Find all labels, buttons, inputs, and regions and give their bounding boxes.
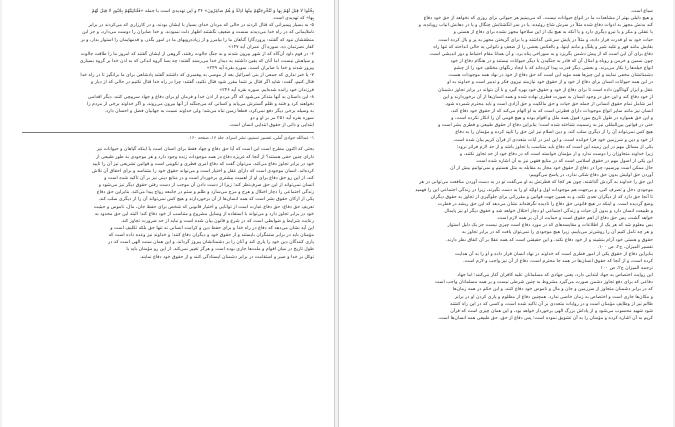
left-para-4	[22, 72, 314, 93]
text-line: تفسیر المیزان، ج۲، ص ۱۰۰.	[597, 244, 653, 250]
left-page	[2, 0, 335, 427]
text-line: که در برابر دشمنان متجاوز از سرزمین و جان و مال و ناموس خود دفاع کنند، و این حکم در همه زمان‌ها	[452, 287, 653, 293]
text-line: یا عقلی و مکر و یا نیرو دیگری دارد و یا آنکه به هیچ یک از این سلاحها مجهز نشده برای دفاع از هستی و	[453, 30, 653, 36]
text-line: موجودی دخل و تصرف کنی، و بی‌جهت هم موجودات اول و اولیّه او را به دست نگیرند، زیرا در زندگی اجتماعی این را فهمید	[415, 187, 653, 193]
text-line: کند بدنش مجهز به ادوات دفاع شده مثلاً در سرش شاخ روئیده، یا در سر انگشتانش چنگال و یا در دهانش انیاب رویانده، و	[418, 23, 653, 29]
text-line: حال ممکن است بپرسیم: چرا در دفاع از حقوق خود مجاز به مقابله به مثل هستیم و نمی‌توانیم بیش از آن	[450, 166, 653, 172]
text-line: انسان نیز مانند سایر انواع موجودات دارای فطرتی است که به او الهام می‌کند که از حقوق خود دفاع کند،	[450, 108, 653, 114]
text-line: و هیچ دلیلی بهتر از مشاهدات ما در انواع حیوانات نیست، که می‌بینیم هر حیوانی برای روزی که بخواهد از حق خود دفاع	[423, 16, 653, 22]
text-line: این روایت اختصاص به جهاد ابتدایی دارد، یعنی جهادی که مسلمانان علیه کافران آغاز می‌کنند؛ اما جهاد	[457, 273, 653, 279]
text-line: و هر چه تأمل کنیم آن را روشن‌تر می‌یابیم، زیرا هیچ موجودی را نمی‌توان یافت که در برابر تجاوز به	[462, 230, 653, 236]
left-para-6	[22, 122, 314, 129]
text-line: یکی از ارکان حقوق بشر است که همه انسان‌ها از آن برخوردارند و هیچ کس نمی‌تواند آن را از دیگری سلب کند.	[98, 197, 314, 203]
text-line: کریم به آن اشاره کرده و مؤمنان را به آن تشویق نموده است؛ پس دفاع از حق، حق طبیعی همه انسان‌ها است.	[437, 316, 653, 322]
text-line: سباع است.	[630, 9, 653, 14]
text-line: آوردن حق اولیش بدون حق دفاع شکی ندارد، در پاسخ می‌گوییم:	[528, 173, 653, 179]
right-page	[338, 0, 673, 427]
right-para-5	[359, 251, 653, 272]
text-line: ١- عبدالله جوادی آملی، تفسیر تسنیم، نشر اسراء، جلد ١۶، صفحه ١۶٠.	[188, 136, 314, 142]
left-para-7	[22, 146, 314, 225]
text-line: حتی در قوانین بین‌المللی نیز به رسمیت شناخته شده است؛ بنابراین دفاع از حقوق طبیعی و فطری بشر است و	[438, 123, 653, 129]
footnote-divider	[22, 132, 314, 133]
text-line: پیروز شدند و خدا با صابران است. سوره بقره آیه ۲۴۹»	[206, 66, 314, 72]
text-line: ۵- به بسیار پیمبرانی که قتال کردند در حالی که مردان خدای بسیار با ایشان بودند، و در کارزاری که می‌کردند در برابر	[88, 23, 314, 29]
text-line: مؤمنان باید در برابر ستمگران بایستند و از حقوق خود و دیگران دفاع کنند؛ و خداوند نیز وعده داده است که	[108, 233, 314, 239]
text-line: عقل و ابزار گوناگون داده است تا برای دفاع از خود و حقوق خود بهره گیرد و با آن بتواند در برابر تجاوز دشمنان	[438, 87, 653, 93]
right-para-6	[359, 272, 653, 322]
text-line: و مکان‌ها جاری است و اختصاص به زمان خاصی ندارد. همچنین دفاع از مظلوم و یاری کردن او در برابر	[454, 294, 653, 300]
text-line: کند، از این رو حق دفاع برای او از اهمیت بیشتری برخوردار است و در منابع دینی نیز بر آن تأکید شده است و	[104, 175, 314, 181]
text-line: بس معلوم شد که هر یک از اطلاعات و مقایسه‌های که در مورد دفاع است چیزی نیست جز یک دلیل استوار	[447, 223, 653, 229]
text-line: از خود و دین و سرزمین خود فرا خوانده است، و این امر در آیات متعددی از قرآن کریم بیان شده است.	[453, 137, 653, 143]
text-line: ابتدایی و ذاتی از حقوق ابتدایی انسان است.	[228, 123, 314, 129]
text-line: انسان نمی‌تواند از این حق صرف‌نظر کند؛ زیرا از دست دادن آن موجب از دست رفتن حقوق دیگر نیز می‌شود و	[98, 183, 314, 189]
text-line: دارای چنین حقی هستند؟ از آنجا که غریزه دفاع در همه موجودات زنده وجود دارد و هر موجودی به طور طبیعی از	[96, 154, 314, 160]
text-line: دشمنانشان مخفی نمایند و این چیزها همه مؤید این است که حق دفاع از خود در نهاد همه موجودات هست.	[447, 73, 653, 79]
text-line: بِخُلُوا لا قِبَلَ لَهُمْ بِها وَ لَنُخْرِجَنَّهُمْ مِنْها أَذِلَّةً وَ هُمْ صاغِرُونَ» ٣۶ و این تهدیدی است با جمله «فَلْنَأْتِيَنَّهُمْ بِجُنُودٍ لا قِبَلَ لَهُمْ	[91, 9, 314, 14]
text-line: این یکی از اصول مهم در حقوق اسلامی است که در منابع فقهی نیز به آن اشاره شده است.	[475, 158, 653, 164]
text-line: کفار نصرتمان ده. سوره آل عمران آیه ۱۴۷»	[228, 44, 314, 50]
text-line: تعریف حق دفاع: حق دفاع عبارت است از توانایی و اختیار قانونی که شخص برای حفظ جان، مال، ناموس و حیثیت	[93, 204, 314, 210]
left-para-1	[22, 8, 314, 22]
text-line: ۸- این داستان به آنها متذکر می‌شود که اگر مردم از اذن خدا و فرمان او برای دفاع و جهاد سرپیچی کنند، دیگر اقدامی	[87, 94, 314, 100]
text-line: طول تاریخ در میان اقوام و ملت‌ها جاری بوده است و هرگز تغییر نمی‌کند. از این رو مؤمنان باید با	[126, 247, 314, 253]
text-line: در این همه حیوانات انسان برای دفاع از خود و از حقوق خود نیازمند نیروی فکر و تدبیر است و خداوند به او	[447, 80, 653, 86]
right-para-2	[359, 15, 653, 108]
text-line: ترجمه المیزان ج۲، ص ۱۰۰	[600, 266, 653, 272]
text-line: دفاعی که برای دفع تجاوز دشمن صورت می‌گیرد مشروط به چنین شرطی نیست و بر همه مسلمانان واجب است	[434, 280, 653, 286]
text-line: ۷- یا خبر نداری که جمعی از بنی اسرائیل بعد از موسی به پیغمبری که داشتند گفتند پادشاهی برای ما برانگیز تا در راه خدا	[80, 73, 314, 79]
text-line: خود در برابر تجاوز دارد و می‌تواند با استفاده از وسایل مشروع و متناسب از خود دفاع کند؛ البته این حق محدود به	[94, 211, 314, 217]
text-line: خود در برابر تجاوز دفاع می‌کند، می‌توان گفت که دفاع امری فطری و تکوینی است و قوانین تشریعی نیز آن را تأیید	[92, 161, 314, 167]
text-line: شود شهید محسوب می‌شود و از پاداش بزرگ الهی برخوردار خواهد بود، و این همان چیزی است که قرآن	[450, 308, 653, 314]
text-line: چون سمین و خرمن و روباه و امثال آن که قادر به جنگیدن با دیگر حیوانات نیستند و در هنگام دفاع از خود	[450, 58, 653, 64]
right-para-1	[359, 8, 653, 15]
text-line: زیرا خداوند متجاوزان را دوست ندارد و از مؤمنان خواسته است که در دفاع خود از حد تجاوز نکنند، و	[459, 151, 653, 157]
text-line: سوره بقره آیه ۲۵۱ مر بر او و دو	[250, 116, 314, 122]
text-line: حیات خود به او قدرت فرار داده، و مثلاً در پایش سرعتی گذاشته و یا برای گریختن مجهز به پر و بال کرده است.	[437, 37, 653, 43]
text-line: ۶- در قوم داود آن‌گاه که از شهر بیرون شدند و به جنگ جالوت رفتند، گروهی از ایشان گفتند که امروز ما را طاقت جالوت	[80, 51, 314, 57]
text-line: ظالم نیز از وظایف مؤمنان است و در روایات متعددی بر آن تأکید شده است، و کسی که در این راه کشته	[450, 301, 653, 307]
text-line: یاری کنندگان دین خود را یاری کند و آنان را بر دشمنانشان پیروز گرداند، و این همان سنت الهی است که در	[108, 240, 314, 246]
text-line: تا آنجا حق دارد که از دیگران تعدی نکند، و به همین جهت قوانین و مقرراتی برای جلوگیری از تجاوز به حقوق دیگران	[430, 194, 653, 200]
text-line: زندگی اجتماعی را دچار اختلال و هرج و مرج می‌سازد و ظلم و ستم در جامعه رواج پیدا می‌کند. بنابراین حق دفاع	[96, 190, 314, 196]
text-line: قتال کنیم، گفت: شاید اگر قتال بر شما مقرر شود قتال نکنید، گفتند: چرا در راه خدا قتال نکنیم در حالی که از دیار و	[90, 80, 314, 86]
text-line: این حق را خداوند به گردش گذاشته، چون هر کجا که فطرتش به او می‌گفت تو در به دست آوردن منافعت می‌توانی در هر	[419, 180, 653, 186]
text-line: خواهد گشت، پس حق دفاع از اهم حقوق است و حمایت از آن بر همه لازم است.	[496, 216, 653, 222]
text-line: از خود دفاع کند و این حق در وجود انسان به صورت فطری نهاده شده و همه انسان‌ها از آن برخوردارند و این	[442, 94, 653, 100]
text-line: توکل بر خدا و صبر و استقامت در برابر دشمنان ایستادگی کنند و از حقوق خود دفاع نمایند.	[139, 254, 314, 260]
text-line: حقوق و هستی خود آرام بنشیند و از خود دفاع نکند، و این حقیقتی است که همه عقلا بر آن اتفاق نظر دارند.	[445, 237, 653, 243]
text-line: و طبیعت انسان دارد و بدون آن حیات و زندگی اجتماعی او دچار اختلال خواهد شد و حقوق دیگر او نیز پایمال	[444, 208, 653, 214]
text-line: منطقشان نبود که گفتند: پروردگارا گناهان ما را بیامرز و از زیاده‌رویهای ما در امور بگذر، و قدمهایمان را استوار بدار، و بر	[80, 37, 314, 43]
text-line: کرده‌اند. انسان موجودی است که دارای عقل و اختیار است و می‌تواند حقوق خود را بشناسد و برای احقاق آن تلاش	[92, 168, 314, 174]
text-line: بنابراین دفاع از حقوق یکی از امور فطری است که خداوند در نهاد انسان قرار داده و او را به آن هدایت	[455, 251, 653, 257]
text-line: یکی از مسائل مهم در این زمینه این است که دفاع باید متناسب با تجاوز باشد و از حد لازم فراتر نرود؛	[456, 144, 653, 150]
text-line: بحثی که اکنون مطرح است این است که آیا حق دفاع و جهاد فقط برای انسان است یا اینکه گیاهان و حیوانات نیز	[96, 147, 314, 153]
text-line: این آیه نشان می‌دهد که دفاع در راه خدا و برای حفظ دین و کرامت انسانی نه تنها حق بلکه تکلیف است و	[110, 225, 314, 231]
text-line: بقایش مانند قهر و غلبه شیر و پلنگ و مانند اینها، و بالعکس بعضی را از ضعف و ناتوانی به حالی انداخته که تنها راه	[433, 44, 653, 50]
text-line: ناملایماتی که در راه خدا می‌دیدند سست و ضعیف نگشتند اظهار ذلت ننمودند. و خدا صابران را دوست می‌دارد، و جز این	[82, 30, 314, 36]
text-line: بِها» که تهدیدی است.	[272, 16, 314, 22]
left-para-5	[22, 94, 314, 123]
text-line: دفاع برای آن این است که از پیش دشمن بگریزد و به سوراخی پناه برد، و آن همانا مقام احتیاط و دور اندیشی است.	[428, 51, 653, 57]
text-line: فرزندان خود رانده شده‌ایم. سوره بقره آیه ۲۴۶»	[219, 87, 314, 93]
text-line: کرده است، و از آنجا که حقوق انسان‌ها در همه جا محترم است، دفاع از آن نیز واجب و لازم است.	[463, 258, 653, 264]
left-para-8	[22, 225, 314, 261]
text-line: انواع حیله‌ها را بکار می‌برند. و بعضی دیگر قدرت پیدا کرده‌اند که با ایجاد رنگهای مختلف خود را از چشم	[453, 66, 653, 72]
text-line: نخواهند کرد و فتنه و ظلم گسترش می‌یابد و کسانی که می‌جنگند از آنها بیرون می‌روند، و اگر خداوند برخی از مردم را	[87, 101, 314, 107]
text-line: هیچ کس نمی‌تواند آن را از دیگری سلب کند، و دین اسلام نیز این حق را تأیید کرده و مؤمنان را به دفاع	[455, 130, 653, 136]
text-line: و این حق همواره در طول تاریخ مورد قبول همه ملل و اقوام بوده و هیچ قومی آن را انکار نکرده است، و	[451, 116, 653, 122]
text-line: رعایت شرایط و ضوابطی است که در شرع و قانون بیان شده است و نباید از حد ضرورت تجاوز کند.	[120, 218, 314, 224]
left-para-2	[22, 22, 314, 51]
left-para-3	[22, 51, 314, 72]
right-para-3	[359, 108, 653, 179]
text-line: وضع گردیده است. و اینکه در هیچ قانونی حق دفاع را نادیده نگرفته‌اند نشان می‌دهد که این حق ریشه در فطرت	[437, 201, 653, 207]
text-line: امر شامل تمام حقوق انسانی از جمله حق حیات و حق مالکیت و حق آزادی است و باید محترم شمرده شود.	[444, 101, 653, 107]
text-line: به وسیله برخی دیگر دفع نمی‌کرد، قطعاً زمین تباه می‌شد؛ ولی خداوند نسبت به جهانیان فضل و احسان دارد.	[104, 108, 314, 114]
right-para-4	[359, 179, 653, 250]
text-line: و سپاهش نیست، اما آنان که یقین داشتند به دیدار خدا می‌رسند گفتند: چه بسا گروه اندکی که به اذن خدا بر گروه بسیاری	[79, 58, 314, 64]
